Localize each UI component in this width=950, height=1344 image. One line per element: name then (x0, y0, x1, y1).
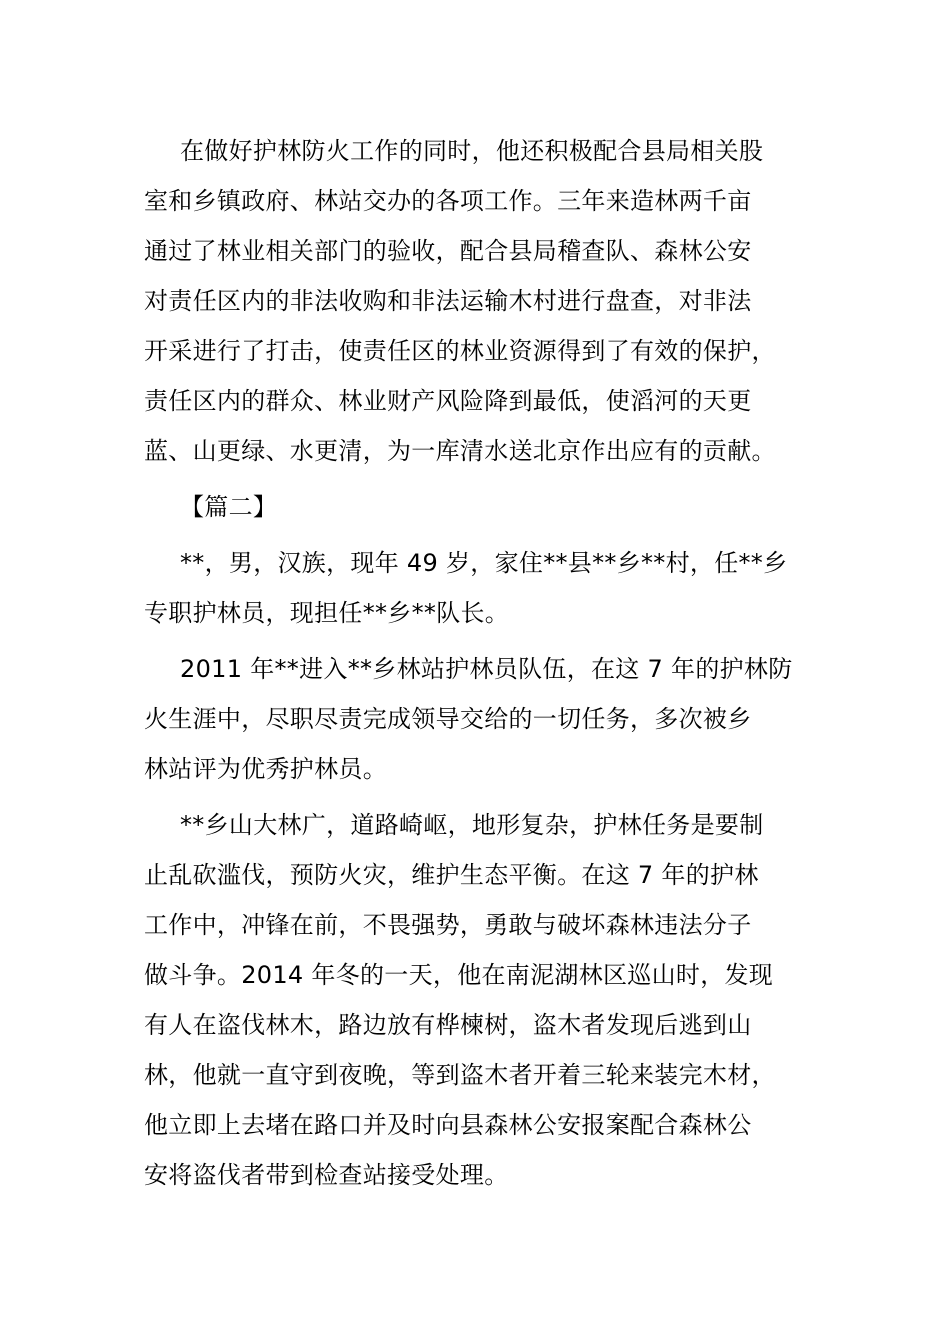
text-line: 工作中，冲锋在前，不畏强势，勇敢与破坏森林违法分子 (144, 911, 752, 939)
text-line: 对责任区内的非法收购和非法运输木村进行盘查，对非法 (144, 287, 752, 315)
text-line: 室和乡镇政府、林站交办的各项工作。三年来造林两千亩 (144, 187, 752, 215)
text-line: 2011 年**进入**乡林站护林员队伍，在这 7 年的护林防 (180, 655, 793, 683)
paragraph-1 (144, 126, 804, 476)
section-heading (144, 482, 804, 532)
text-line: 做斗争。2014 年冬的一天，他在南泥湖林区巡山时，发现 (144, 961, 774, 989)
text-line: 安将盗伐者带到检查站接受处理。 (144, 1161, 509, 1189)
text-line: **，男，汉族，现年 49 岁，家住**县**乡**村，任**乡 (180, 549, 788, 577)
text-line: 开采进行了打击，使责任区的林业资源得到了有效的保护， (144, 337, 776, 365)
text-line: 他立即上去堵在路口并及时向县森林公安报案配合森林公 (144, 1111, 752, 1139)
text-line: 蓝、山更绿、水更清，为一库清水送北京作出应有的贡献。 (144, 437, 776, 465)
text-line: 林，他就一直守到夜晚，等到盗木者开着三轮来装完木材， (144, 1061, 776, 1089)
text-line: **乡山大林广，道路崎岖，地形复杂，护林任务是要制 (180, 811, 764, 839)
text-line: 止乱砍滥伐，预防火灾，维护生态平衡。在这 7 年的护林 (144, 861, 759, 889)
text-line: 林站评为优秀护林员。 (144, 755, 387, 783)
text-line: 火生涯中，尽职尽责完成领导交给的一切任务，多次被乡 (144, 705, 752, 733)
text-line: 责任区内的群众、林业财产风险降到最低，使滔河的天更 (144, 387, 752, 415)
text-line: 有人在盗伐林木，路边放有桦楝树，盗木者发现后逃到山 (144, 1011, 752, 1039)
section-heading-text: 【篇二】 (180, 493, 278, 521)
text-line: 通过了林业相关部门的验收，配合县局稽查队、森林公安 (144, 237, 752, 265)
text-line: 在做好护林防火工作的同时，他还积极配合县局相关股 (180, 137, 764, 165)
document-body (144, 126, 804, 1200)
paragraph-3 (144, 644, 804, 794)
paragraph-4 (144, 800, 804, 1200)
text-line: 专职护林员，现担任**乡**队长。 (144, 599, 510, 627)
paragraph-2 (144, 538, 804, 638)
